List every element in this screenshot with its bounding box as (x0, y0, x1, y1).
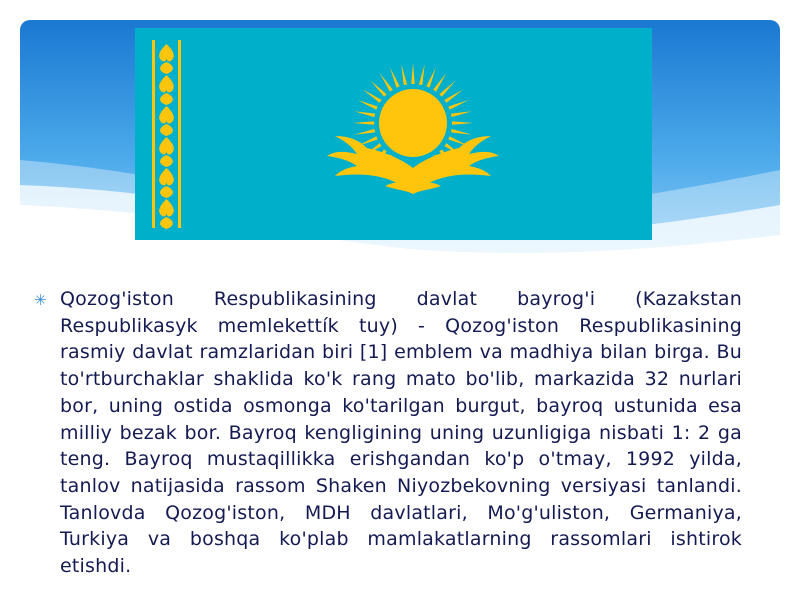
flag-description-paragraph: Qozog'iston Respublikasining davlat bayrog'i (Kazakstan Respublikasyk memlekettík tuy) - Qozog'iston Respublikasining rasmiy davlat ramzlaridan biri [1] emblem va madhiya bilan birga. Bu to'rtburchaklar shaklida ko'k rang mato bo'lib, markazida 32 nurlari bor, uning ostida osmonga ko'tarilgan burgut, bayroq ustunida esa milliy bezak bor. Bayroq kengligining uning uzunligiga nisbati 1: 2 ga teng. Bayroq mustaqillikka erishgandan ko'p o'tmay, 1992 yilda, tanlov natijasida rassom Shaken Niyozbekovning versiyasi tanlandi. Tanlovda Qozog'iston, MDH davlatlari, Mo'g'uliston, Germaniya, Turkiya va boshqa ko'plab mamlakatlarning rassomlari ishtirok etishdi. (60, 288, 742, 578)
kazakhstan-flag-image (135, 28, 652, 240)
body-text-block (34, 286, 742, 580)
sun-disc (379, 89, 447, 157)
bullet-icon: ✳ (34, 291, 47, 309)
